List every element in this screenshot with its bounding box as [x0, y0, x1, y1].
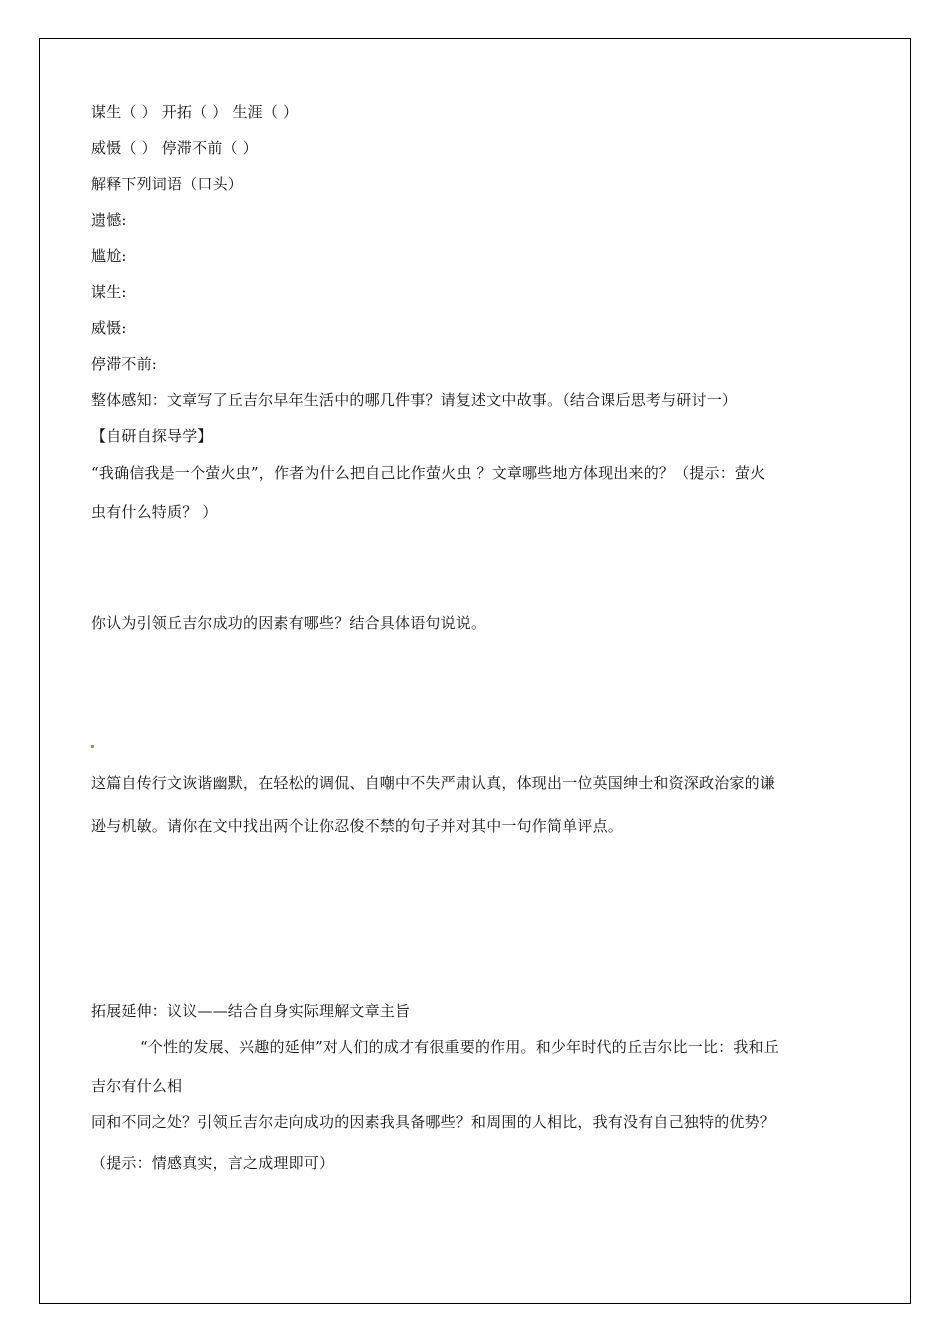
- firefly-question-line-2: 虫有什么特质？ ）: [91, 503, 218, 521]
- word-stagnant: 停滞不前:: [91, 355, 158, 373]
- extension-question-line-1: “个性的发展、兴趣的延伸”对人们的成才有很重要的作用。和少年时代的丘吉尔比一比：我和丘: [140, 1038, 779, 1056]
- extension-heading: 拓展延伸：议议——结合自身实际理解文章主旨: [91, 1002, 411, 1020]
- success-factors-question: 你认为引领丘吉尔成功的因素有哪些？结合具体语句说说。: [91, 614, 487, 632]
- extension-question-line-3: 同和不同之处？引领丘吉尔走向成功的因素我具备哪些？和周围的人相比，我有没有自己独特的优势？: [91, 1113, 776, 1131]
- pinyin-fill-line-2: 威慑（ ） 停滞不前（ ）: [91, 139, 258, 157]
- word-livelihood: 谋生:: [91, 283, 127, 301]
- extension-question-line-2: 吉尔有什么相: [91, 1077, 183, 1095]
- self-study-heading: 【自研自探导学】: [91, 427, 213, 445]
- word-regret: 遗憾:: [91, 211, 127, 229]
- extension-hint: （提示：情感真实，言之成理即可）: [91, 1154, 335, 1172]
- firefly-question-line-1: “我确信我是一个萤火虫”，作者为什么把自己比作萤火虫 ？文章哪些地方体现出来的？（提示：萤火: [91, 464, 766, 482]
- humor-question-line-2: 逊与机敏。请你在文中找出两个让你忍俊不禁的句子并对其中一句作简单评点。: [91, 817, 624, 835]
- pinyin-fill-line-1: 谋生（ ） 开拓（ ） 生涯（ ）: [91, 103, 299, 121]
- word-deter: 威慑:: [91, 319, 127, 337]
- speck-mark: [91, 745, 94, 748]
- humor-question-line-1: 这篇自传行文诙谐幽默，在轻松的调侃、自嘲中不失严肃认真，体现出一位英国绅士和资深政治家的谦: [91, 774, 776, 792]
- explain-words-heading: 解释下列词语（口头）: [91, 175, 244, 193]
- overall-perception-question: 整体感知：文章写了丘吉尔早年生活中的哪几件事？请复述文中故事。（结合课后思考与研讨一）: [91, 391, 738, 409]
- word-awkward: 尴尬:: [91, 247, 127, 265]
